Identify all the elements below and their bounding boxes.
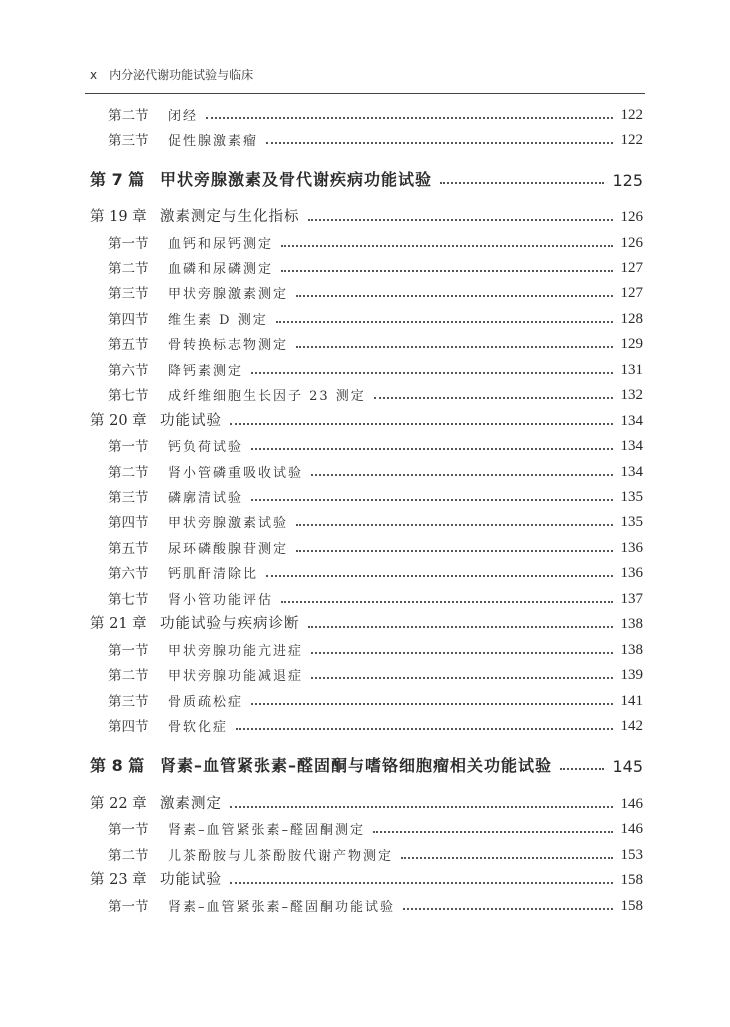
toc-entry-page: 135 bbox=[620, 514, 643, 530]
toc-entry-number: 第 22 章 bbox=[90, 796, 147, 812]
toc-entry-title: 钙负荷试验 bbox=[168, 440, 244, 455]
dot-leader bbox=[560, 768, 604, 770]
toc-entry-number: 第 23 章 bbox=[90, 872, 147, 888]
dot-leader bbox=[266, 142, 612, 144]
toc-entry-title: 甲状旁腺功能减退症 bbox=[168, 669, 304, 684]
dot-leader bbox=[296, 550, 612, 552]
toc-entry-part[interactable] bbox=[90, 754, 643, 776]
toc-entry-page: 138 bbox=[620, 616, 643, 632]
dot-leader bbox=[296, 346, 612, 348]
toc-entry-section[interactable] bbox=[108, 129, 643, 149]
toc-entry-page: 122 bbox=[620, 132, 643, 148]
toc-entry-section[interactable] bbox=[108, 461, 643, 481]
toc-entry-page: 141 bbox=[620, 693, 643, 709]
toc-entry-title: 功能试验 bbox=[160, 413, 222, 429]
dot-leader bbox=[266, 575, 612, 577]
toc-entry-chapter[interactable] bbox=[90, 410, 643, 430]
dot-leader bbox=[206, 117, 612, 119]
toc-entry-page: 142 bbox=[620, 718, 643, 734]
toc-entry-page: 136 bbox=[620, 565, 643, 581]
dot-leader bbox=[296, 524, 612, 526]
toc-entry-section[interactable] bbox=[108, 715, 643, 735]
dot-leader bbox=[403, 908, 612, 910]
toc-entry-title: 激素测定 bbox=[160, 796, 222, 812]
toc-entry-number: 第六节 bbox=[108, 566, 149, 582]
toc-entry-number: 第七节 bbox=[108, 592, 149, 608]
dot-leader bbox=[251, 448, 612, 450]
dot-leader bbox=[373, 831, 612, 833]
toc-entry-number: 第二节 bbox=[108, 465, 149, 481]
dot-leader bbox=[251, 703, 612, 705]
toc-entry-page: 131 bbox=[620, 362, 643, 378]
toc-entry-title: 肾小管磷重吸收试验 bbox=[168, 466, 304, 481]
toc-entry-page: 134 bbox=[620, 438, 643, 454]
toc-entry-title: 甲状旁腺激素及骨代谢疾病功能试验 bbox=[160, 170, 433, 189]
toc-entry-title: 肾素–血管紧张素–醛固酮测定 bbox=[168, 823, 366, 838]
toc-entry-title: 肾小管功能评估 bbox=[168, 593, 274, 608]
toc-entry-title: 尿环磷酸腺苷测定 bbox=[168, 542, 289, 557]
toc-entry-title: 降钙素测定 bbox=[168, 364, 244, 379]
toc-entry-section[interactable] bbox=[108, 486, 643, 506]
toc-entry-number: 第七节 bbox=[108, 388, 149, 404]
toc-entry-page: 139 bbox=[620, 667, 643, 683]
toc-entry-page: 135 bbox=[620, 489, 643, 505]
toc-entry-section[interactable] bbox=[108, 588, 643, 608]
toc-entry-chapter[interactable] bbox=[90, 793, 643, 813]
dot-leader bbox=[251, 372, 612, 374]
toc-entry-page: 137 bbox=[620, 591, 643, 607]
toc-entry-title: 成纤维细胞生长因子 23 测定 bbox=[168, 389, 366, 404]
toc-entry-number: 第二节 bbox=[108, 668, 149, 684]
toc-entry-section[interactable] bbox=[108, 639, 643, 659]
toc-entry-number: 第二节 bbox=[108, 848, 149, 864]
toc-entry-section[interactable] bbox=[108, 690, 643, 710]
dot-leader bbox=[251, 499, 612, 501]
toc-entry-page: 126 bbox=[620, 209, 643, 225]
toc-entry-number: 第 20 章 bbox=[90, 413, 147, 429]
toc-entry-title: 甲状旁腺激素试验 bbox=[168, 516, 289, 531]
toc-entry-section[interactable] bbox=[108, 895, 643, 915]
toc-entry-number: 第六节 bbox=[108, 363, 149, 379]
toc-entry-number: 第 7 篇 bbox=[90, 170, 145, 189]
toc-entry-number: 第一节 bbox=[108, 899, 149, 915]
toc-entry-page: 127 bbox=[620, 260, 643, 276]
toc-entry-page: 146 bbox=[620, 821, 643, 837]
toc-entry-number: 第四节 bbox=[108, 515, 149, 531]
toc-entry-title: 肾素–血管紧张素–醛固酮功能试验 bbox=[168, 900, 396, 915]
dot-leader bbox=[296, 295, 612, 297]
toc-entry-title: 骨软化症 bbox=[168, 720, 229, 735]
dot-leader bbox=[440, 182, 604, 184]
toc-entry-section[interactable] bbox=[108, 537, 643, 557]
toc-entry-section[interactable] bbox=[108, 257, 643, 277]
toc-entry-number: 第一节 bbox=[108, 822, 149, 838]
toc-entry-section[interactable] bbox=[108, 435, 643, 455]
dot-leader bbox=[230, 423, 613, 425]
toc-entry-title: 促性腺激素瘤 bbox=[168, 134, 259, 149]
dot-leader bbox=[236, 728, 612, 730]
dot-leader bbox=[311, 677, 612, 679]
toc-entry-chapter[interactable] bbox=[90, 869, 643, 889]
toc-entry-section[interactable] bbox=[108, 104, 643, 124]
dot-leader bbox=[281, 245, 612, 247]
toc-entry-title: 维生素 D 测定 bbox=[168, 313, 268, 328]
dot-leader bbox=[311, 652, 612, 654]
toc-entry-section[interactable] bbox=[108, 818, 643, 838]
toc-entry-page: 158 bbox=[620, 898, 643, 914]
header-rule bbox=[85, 93, 645, 94]
toc-entry-number: 第一节 bbox=[108, 439, 149, 455]
toc-entry-part[interactable] bbox=[90, 168, 643, 190]
toc-entry-title: 钙肌酐清除比 bbox=[168, 567, 259, 582]
toc-entry-section[interactable] bbox=[108, 844, 643, 864]
toc-entry-number: 第五节 bbox=[108, 337, 149, 353]
toc-entry-number: 第二节 bbox=[108, 108, 149, 124]
toc-entry-title: 甲状旁腺激素测定 bbox=[168, 287, 289, 302]
toc-entry-title: 磷廓清试验 bbox=[168, 491, 244, 506]
toc-entry-chapter[interactable] bbox=[90, 206, 643, 226]
toc-entry-page: 136 bbox=[620, 540, 643, 556]
toc-entry-number: 第五节 bbox=[108, 541, 149, 557]
toc-entry-number: 第一节 bbox=[108, 643, 149, 659]
toc-entry-title: 肾素–血管紧张素–醛固酮与嗜铬细胞瘤相关功能试验 bbox=[160, 756, 553, 775]
toc-entry-title: 功能试验与疾病诊断 bbox=[160, 616, 300, 632]
running-header bbox=[90, 66, 253, 83]
toc-entry-number: 第四节 bbox=[108, 719, 149, 735]
toc-entry-page: 158 bbox=[620, 872, 643, 888]
toc-entry-section[interactable] bbox=[108, 333, 643, 353]
toc-entry-section[interactable] bbox=[108, 359, 643, 379]
toc-entry-number: 第四节 bbox=[108, 312, 149, 328]
toc-entry-page: 145 bbox=[612, 757, 643, 776]
toc-entry-page: 127 bbox=[620, 285, 643, 301]
toc-entry-page: 134 bbox=[620, 413, 643, 429]
toc-entry-section[interactable] bbox=[108, 232, 643, 252]
dot-leader bbox=[276, 321, 613, 323]
toc-entry-title: 闭经 bbox=[168, 109, 199, 124]
toc-entry-section[interactable] bbox=[108, 562, 643, 582]
toc-entry-section[interactable] bbox=[108, 664, 643, 684]
dot-leader bbox=[230, 806, 613, 808]
toc-entry-number: 第三节 bbox=[108, 133, 149, 149]
dot-leader bbox=[230, 882, 613, 884]
toc-entry-page: 146 bbox=[620, 796, 643, 812]
toc-entry-page: 153 bbox=[620, 847, 643, 863]
toc-entry-number: 第三节 bbox=[108, 490, 149, 506]
toc-entry-page: 128 bbox=[620, 311, 643, 327]
toc-entry-page: 138 bbox=[620, 642, 643, 658]
toc-entry-section[interactable] bbox=[108, 308, 643, 328]
dot-leader bbox=[281, 270, 612, 272]
toc-entry-title: 激素测定与生化指标 bbox=[160, 209, 300, 225]
toc-entry-page: 132 bbox=[620, 387, 643, 403]
toc-entry-page: 129 bbox=[620, 336, 643, 352]
header-page-number: x bbox=[90, 68, 98, 82]
toc-entry-page: 126 bbox=[620, 235, 643, 251]
toc-entry-section[interactable] bbox=[108, 384, 643, 404]
toc-entry-page: 125 bbox=[612, 171, 643, 190]
toc-entry-chapter[interactable] bbox=[90, 613, 643, 633]
toc-entry-title: 甲状旁腺功能亢进症 bbox=[168, 644, 304, 659]
toc-entry-title: 功能试验 bbox=[160, 872, 222, 888]
toc-entry-number: 第二节 bbox=[108, 261, 149, 277]
toc-entry-title: 血钙和尿钙测定 bbox=[168, 237, 274, 252]
dot-leader bbox=[374, 397, 613, 399]
toc-entry-number: 第三节 bbox=[108, 286, 149, 302]
header-book-title: 内分泌代谢功能试验与临床 bbox=[109, 68, 254, 82]
toc-entry-section[interactable] bbox=[108, 511, 643, 531]
toc-entry-number: 第 21 章 bbox=[90, 616, 147, 632]
toc-entry-number: 第三节 bbox=[108, 694, 149, 710]
toc-entry-title: 儿茶酚胺与儿茶酚胺代谢产物测定 bbox=[168, 849, 394, 864]
toc-entry-title: 骨转换标志物测定 bbox=[168, 338, 289, 353]
toc-entry-title: 血磷和尿磷测定 bbox=[168, 262, 274, 277]
dot-leader bbox=[311, 474, 612, 476]
toc-entry-section[interactable] bbox=[108, 282, 643, 302]
toc-entry-page: 134 bbox=[620, 464, 643, 480]
toc-entry-title: 骨质疏松症 bbox=[168, 695, 244, 710]
toc-entry-page: 122 bbox=[620, 107, 643, 123]
toc-entry-number: 第 19 章 bbox=[90, 209, 147, 225]
dot-leader bbox=[401, 857, 612, 859]
dot-leader bbox=[281, 601, 612, 603]
dot-leader bbox=[308, 626, 613, 628]
toc-entry-number: 第 8 篇 bbox=[90, 756, 145, 775]
dot-leader bbox=[308, 219, 613, 221]
toc-entry-number: 第一节 bbox=[108, 236, 149, 252]
